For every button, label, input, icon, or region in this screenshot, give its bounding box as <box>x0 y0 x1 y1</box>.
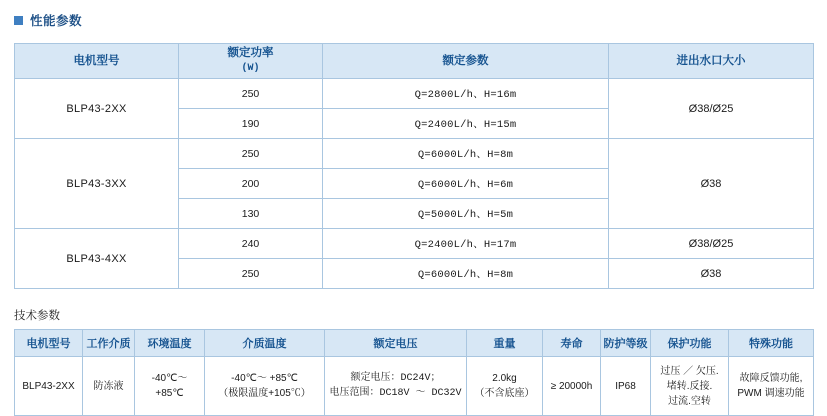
cell-port: Ø38/Ø25 <box>609 229 814 259</box>
tech-cell-protection-class: IP68 <box>601 357 651 416</box>
cell-power: 190 <box>179 109 323 139</box>
tech-cell-life: ≥ 20000h <box>543 357 601 416</box>
medium-temp-line-2: （极限温度+105℃） <box>218 388 311 399</box>
cell-model: BLP43-2XX <box>15 79 179 139</box>
tech-table-container <box>0 323 827 416</box>
cell-power: 130 <box>179 199 323 229</box>
cell-power: 200 <box>179 169 323 199</box>
cell-model: BLP43-4XX <box>15 229 179 289</box>
cell-params: Q=2400L/h、H=17m <box>323 229 609 259</box>
cell-params: Q=5000L/h、H=5m <box>323 199 609 229</box>
special-line-2: PWM 调速功能 <box>737 388 805 399</box>
tech-cell-model: BLP43-2XX <box>15 357 83 416</box>
table-row <box>15 357 814 416</box>
tech-cell-protection-function <box>651 357 729 416</box>
tech-header-special-function: 特殊功能 <box>729 330 814 357</box>
protection-line-3: 过流.空转 <box>668 395 711 407</box>
tech-cell-voltage <box>325 357 467 416</box>
tech-cell-medium: 防冻液 <box>83 357 135 416</box>
cell-params: Q=2800L/h、H=16m <box>323 79 609 109</box>
voltage-line-2: 电压范围：DC18V ～ DC32V <box>329 388 462 399</box>
page-title: 性能参数 <box>30 14 83 28</box>
tech-cell-medium-temp <box>205 357 325 416</box>
header-power-label: 额定功率 <box>227 47 274 59</box>
header-port-size: 进出水口大小 <box>609 44 814 79</box>
voltage-line-1: 额定电压：DC24V； <box>350 373 441 384</box>
special-line-1: 故障反馈功能, <box>739 373 803 384</box>
cell-params: Q=6000L/h、H=8m <box>323 139 609 169</box>
tech-header-ambient-temp: 环境温度 <box>135 330 205 357</box>
cell-params: Q=6000L/h、H=8m <box>323 259 609 289</box>
table-row <box>15 229 814 259</box>
tech-cell-ambient-temp: -40℃～ +85℃ <box>135 357 205 416</box>
tech-header-life: 寿命 <box>543 330 601 357</box>
tech-header-voltage: 额定电压 <box>325 330 467 357</box>
tech-table-caption: 技术参数 <box>14 310 60 322</box>
table-header-row <box>15 44 814 79</box>
tech-header-medium-temp: 介质温度 <box>205 330 325 357</box>
cell-port: Ø38 <box>609 139 814 229</box>
cell-port: Ø38 <box>609 259 814 289</box>
tech-cell-special-function <box>729 357 814 416</box>
section-heading <box>0 0 827 31</box>
header-model: 电机型号 <box>15 44 179 79</box>
table-row <box>15 139 814 169</box>
tech-header-row <box>15 330 814 357</box>
cell-port: Ø38/Ø25 <box>609 79 814 139</box>
tech-header-weight: 重量 <box>467 330 543 357</box>
cell-params: Q=6000L/h、H=6m <box>323 169 609 199</box>
header-power-unit: (W) <box>241 63 260 74</box>
weight-line-2: （不含底座） <box>474 388 535 399</box>
header-rated-params: 额定参数 <box>323 44 609 79</box>
performance-table-container <box>0 31 827 289</box>
tech-header-protection-class: 防护等级 <box>601 330 651 357</box>
medium-temp-line-1: -40℃～ +85℃ <box>231 373 298 384</box>
tech-header-medium: 工作介质 <box>83 330 135 357</box>
cell-model: BLP43-3XX <box>15 139 179 229</box>
protection-line-2: 堵转.反接. <box>666 380 713 392</box>
performance-table <box>14 43 814 289</box>
cell-power: 250 <box>179 259 323 289</box>
section-marker-icon <box>14 16 23 25</box>
tech-table <box>14 329 814 416</box>
cell-power: 250 <box>179 79 323 109</box>
tech-header-model: 电机型号 <box>15 330 83 357</box>
table-row <box>15 79 814 109</box>
cell-power: 250 <box>179 139 323 169</box>
tech-header-protection-function: 保护功能 <box>651 330 729 357</box>
cell-power: 240 <box>179 229 323 259</box>
tech-cell-weight <box>467 357 543 416</box>
protection-line-1: 过压 ／ 欠压. <box>660 365 719 377</box>
weight-line-1: 2.0kg <box>492 373 517 384</box>
cell-params: Q=2400L/h、H=15m <box>323 109 609 139</box>
header-power <box>179 44 323 79</box>
